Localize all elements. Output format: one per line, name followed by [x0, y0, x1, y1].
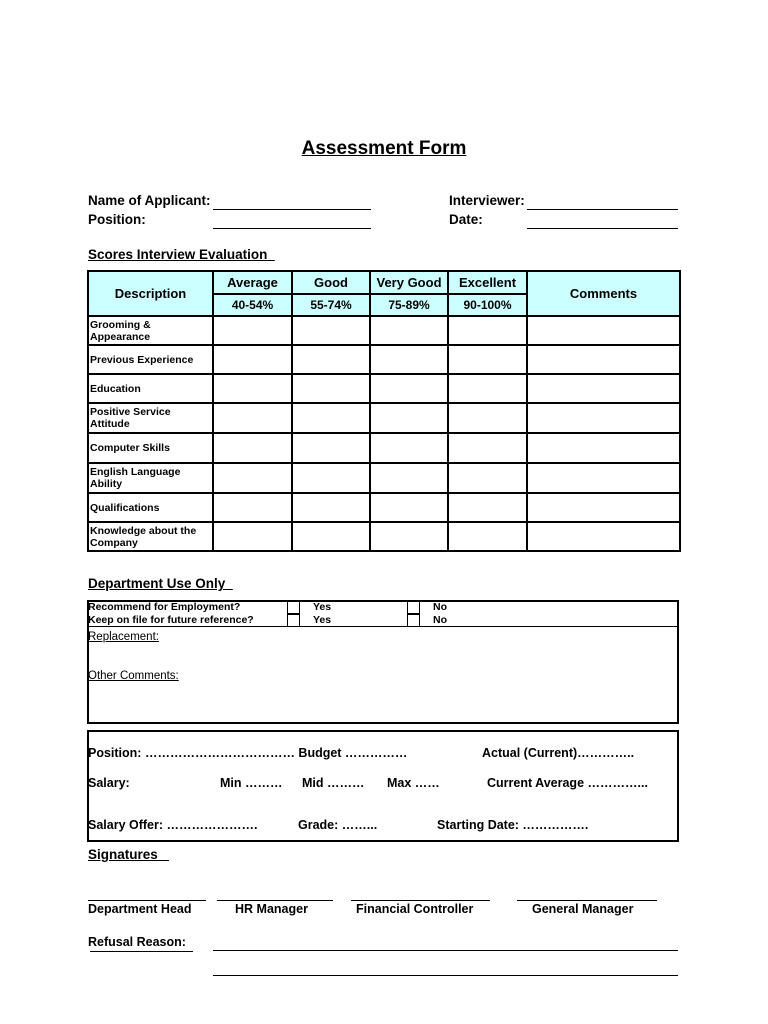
score-cell[interactable]	[292, 463, 370, 493]
score-cell[interactable]	[370, 463, 448, 493]
signature-role-label: Financial Controller	[356, 902, 474, 916]
signature-line[interactable]	[517, 900, 657, 901]
score-cell[interactable]	[370, 316, 448, 345]
comment-cell[interactable]	[527, 433, 680, 463]
current-average: Current Average …………...	[487, 776, 648, 790]
no-label: No	[433, 614, 447, 626]
score-cell[interactable]	[448, 316, 527, 345]
department-section-title: Department Use Only	[88, 576, 226, 591]
salary-offer: Salary Offer: ………………….	[88, 818, 258, 832]
rating-range: 90-100%	[448, 294, 527, 316]
rating-range: 55-74%	[292, 294, 370, 316]
comment-cell[interactable]	[527, 463, 680, 493]
score-cell[interactable]	[213, 345, 292, 374]
description-header: Description	[88, 271, 213, 316]
score-cell[interactable]	[292, 316, 370, 345]
recommend-yes-checkbox[interactable]	[287, 601, 300, 614]
criterion-label: Previous Experience	[88, 345, 213, 374]
score-cell[interactable]	[213, 316, 292, 345]
keep-no-checkbox[interactable]	[407, 614, 420, 627]
table-row	[88, 403, 680, 433]
refusal-reason-field[interactable]	[213, 950, 678, 951]
interviewer-field[interactable]	[527, 209, 678, 210]
yes-label: Yes	[313, 601, 332, 613]
score-cell[interactable]	[448, 403, 527, 433]
score-cell[interactable]	[448, 374, 527, 403]
refusal-label-underline	[90, 951, 193, 952]
comment-cell[interactable]	[527, 403, 680, 433]
no-label: No	[433, 601, 447, 613]
starting-date: Starting Date: …………….	[437, 818, 589, 832]
rating-range: 40-54%	[213, 294, 292, 316]
score-cell[interactable]	[370, 403, 448, 433]
score-cell[interactable]	[213, 374, 292, 403]
signature-line[interactable]	[88, 900, 206, 901]
position-field[interactable]	[213, 228, 371, 229]
score-cell[interactable]	[448, 493, 527, 522]
criterion-label: Computer Skills	[88, 433, 213, 463]
score-cell[interactable]	[213, 433, 292, 463]
score-cell[interactable]	[292, 345, 370, 374]
criterion-label: Knowledge about the Company	[88, 522, 213, 551]
score-cell[interactable]	[448, 522, 527, 551]
recommend-label: Recommend for Employment?	[88, 601, 241, 613]
score-cell[interactable]	[370, 433, 448, 463]
table-row	[88, 493, 680, 522]
table-row	[88, 374, 680, 403]
replacement-label: Replacement:	[88, 631, 159, 643]
score-cell[interactable]	[448, 463, 527, 493]
date-field[interactable]	[527, 228, 678, 229]
signatures-section-title: Signatures	[88, 847, 158, 862]
rating-range: 75-89%	[370, 294, 448, 316]
score-cell[interactable]	[213, 493, 292, 522]
criterion-label: Qualifications	[88, 493, 213, 522]
score-cell[interactable]	[292, 433, 370, 463]
rating-label: Average	[213, 271, 292, 294]
evaluation-table	[87, 270, 681, 552]
recommend-no-checkbox[interactable]	[407, 601, 420, 614]
grade: Grade: ……...	[298, 818, 378, 832]
comment-cell[interactable]	[527, 345, 680, 374]
score-cell[interactable]	[292, 374, 370, 403]
position-label: Position:	[88, 212, 146, 227]
applicant-name-label: Name of Applicant:	[88, 193, 211, 208]
page-title: Assessment Form	[301, 138, 467, 159]
score-cell[interactable]	[292, 403, 370, 433]
rating-label: Good	[292, 271, 370, 294]
score-cell[interactable]	[213, 463, 292, 493]
table-row	[88, 345, 680, 374]
keep-yes-checkbox[interactable]	[287, 614, 300, 627]
signature-role-label: Department Head	[88, 902, 192, 916]
comment-cell[interactable]	[527, 316, 680, 345]
score-cell[interactable]	[213, 403, 292, 433]
score-cell[interactable]	[370, 522, 448, 551]
criterion-label: Education	[88, 374, 213, 403]
score-cell[interactable]	[292, 493, 370, 522]
actual-current-line: Actual (Current)…………..	[482, 746, 635, 760]
score-cell[interactable]	[370, 493, 448, 522]
other-comments-label: Other Comments:	[88, 670, 179, 682]
salary-min: Min ………	[220, 776, 283, 790]
rating-label: Excellent	[448, 271, 527, 294]
score-cell[interactable]	[448, 433, 527, 463]
table-row	[88, 522, 680, 551]
score-cell[interactable]	[213, 522, 292, 551]
comment-cell[interactable]	[527, 374, 680, 403]
table-row	[88, 433, 680, 463]
rating-label: Very Good	[370, 271, 448, 294]
signature-role-label: General Manager	[532, 902, 634, 916]
comment-cell[interactable]	[527, 522, 680, 551]
comment-cell[interactable]	[527, 493, 680, 522]
score-cell[interactable]	[448, 345, 527, 374]
table-row	[88, 463, 680, 493]
salary-mid: Mid ………	[302, 776, 365, 790]
comments-header: Comments	[527, 271, 680, 316]
score-cell[interactable]	[370, 374, 448, 403]
department-divider	[89, 626, 678, 627]
yes-label: Yes	[313, 614, 332, 626]
salary-label: Salary:	[88, 776, 130, 790]
score-cell[interactable]	[370, 345, 448, 374]
refusal-reason-field-2[interactable]	[213, 975, 678, 976]
table-row	[88, 316, 680, 345]
signature-line[interactable]	[351, 900, 490, 901]
salary-max: Max ……	[387, 776, 440, 790]
score-cell[interactable]	[292, 522, 370, 551]
interviewer-label: Interviewer:	[449, 193, 525, 208]
signature-line[interactable]	[217, 900, 333, 901]
signature-role-label: HR Manager	[235, 902, 308, 916]
criterion-label: English Language Ability	[88, 463, 213, 493]
evaluation-section-title: Scores Interview Evaluation	[88, 247, 268, 262]
keep-on-file-label: Keep on file for future reference?	[88, 614, 254, 626]
criterion-label: Grooming & Appearance	[88, 316, 213, 345]
date-label: Date:	[449, 212, 483, 227]
refusal-reason-label: Refusal Reason:	[88, 935, 186, 949]
applicant-name-field[interactable]	[213, 209, 371, 210]
position-budget-line: Position: ……………………………… Budget ……………	[88, 746, 408, 760]
criterion-label: Positive Service Attitude	[88, 403, 213, 433]
